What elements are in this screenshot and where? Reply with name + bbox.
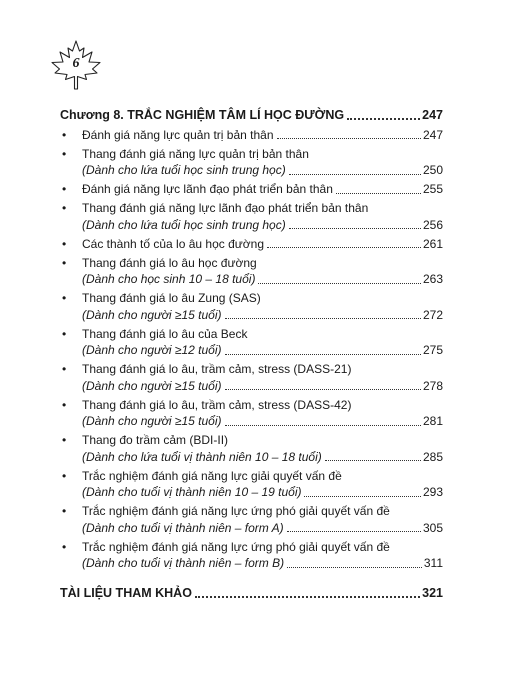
toc-entry-body [82, 200, 443, 233]
toc-entry[interactable] [60, 255, 443, 288]
bullet-icon: • [62, 182, 67, 196]
toc-entry-body [82, 290, 443, 323]
toc-entry-subtitle: (Dành cho lứa tuổi vị thành niên 10 – 18 tuổi) [82, 449, 322, 464]
toc-entry[interactable] [60, 146, 443, 179]
toc-entry-subtitle: (Dành cho lứa tuổi học sinh trung học) [82, 217, 286, 232]
bullet-icon: • [62, 504, 67, 518]
toc-entry-line [82, 217, 443, 234]
toc-entry-page: 256 [422, 217, 443, 232]
toc-entry-body [82, 503, 443, 536]
toc-entry-subtitle: (Dành cho người ≥15 tuổi) [82, 414, 222, 428]
toc-entry-title: Đánh giá năng lực lãnh đạo phát triển bản thân [82, 182, 333, 196]
bullet-icon: • [62, 201, 67, 215]
toc-entry-page: 272 [422, 307, 443, 322]
toc-entry-title: Trắc nghiệm đánh giá năng lực ứng phó giải quyết vấn đề [82, 539, 390, 554]
toc-entry-line [82, 127, 443, 144]
toc-entry-title: Đánh giá năng lực quản trị bản thân [82, 127, 274, 142]
bullet-icon: • [62, 291, 67, 305]
toc-entry-title: Trắc nghiệm đánh giá năng lực giải quyết vấn đề [82, 468, 342, 483]
toc-entry-body [82, 127, 443, 144]
bullet-icon: • [62, 362, 67, 376]
toc-entry-subtitle: (Dành cho người ≥15 tuổi) [82, 307, 222, 322]
toc-entry-line [82, 236, 443, 253]
bullet-icon: • [62, 236, 67, 251]
references-page: 321 [422, 586, 443, 600]
toc-entry-title: Các thành tố của lo âu học đường [82, 236, 265, 251]
toc-entry-title: Thang đánh giá năng lực lãnh đạo phát triển bản thân [82, 201, 369, 215]
dot-leader [267, 247, 421, 248]
toc-entry-body [82, 326, 443, 359]
table-of-contents [60, 104, 443, 572]
toc-items [60, 127, 443, 572]
references-heading[interactable] [60, 584, 443, 602]
toc-entry-subtitle: (Dành cho học sinh 10 – 18 tuổi) [82, 272, 256, 286]
dot-leader [347, 118, 420, 120]
dot-leader [289, 174, 421, 175]
chapter-title: Chương 8. TRẮC NGHIỆM TÂM LÍ HỌC ĐƯỜNG [60, 108, 345, 122]
toc-entry-title: Thang đánh giá năng lực quản trị bản thân [82, 146, 309, 161]
toc-entry-page: 285 [422, 449, 443, 464]
toc-entry-body [82, 236, 443, 253]
toc-entry-title: Thang đánh giá lo âu của Beck [82, 326, 248, 341]
toc-entry[interactable] [60, 468, 443, 501]
toc-entry-page: 293 [422, 485, 443, 499]
toc-entry-line [82, 449, 443, 466]
toc-entry-line [82, 271, 443, 288]
toc-entry-line [82, 181, 443, 198]
toc-entry-title: Thang đánh giá lo âu Zung (SAS) [82, 291, 261, 305]
toc-entry-title: Trắc nghiệm đánh giá năng lực ứng phó giải quyết vấn đề [82, 504, 390, 518]
dot-leader [225, 425, 421, 426]
toc-entry[interactable] [60, 236, 443, 253]
dot-leader [287, 531, 421, 532]
toc-entry-subtitle: (Dành cho tuổi vị thành niên – form B) [82, 556, 285, 570]
toc-entry[interactable] [60, 361, 443, 394]
bullet-icon: • [62, 255, 67, 270]
toc-entry[interactable] [60, 200, 443, 233]
dot-leader [258, 283, 421, 284]
toc-entry-line [82, 413, 443, 430]
toc-entry-title: Thang đánh giá lo âu, trầm cảm, stress (DASS-42) [82, 397, 352, 412]
toc-entry-body [82, 468, 443, 501]
toc-entry-subtitle: (Dành cho tuổi vị thành niên 10 – 19 tuổi) [82, 485, 302, 499]
bullet-icon: • [62, 326, 67, 341]
toc-entry-line [82, 555, 443, 572]
bullet-icon: • [62, 397, 67, 412]
bullet-icon: • [62, 127, 67, 142]
toc-entry-body [82, 361, 443, 394]
toc-entry-subtitle: (Dành cho người ≥15 tuổi) [82, 378, 222, 393]
dot-leader [225, 389, 421, 390]
toc-entry-title: Thang đo trầm cảm (BDI-II) [82, 433, 229, 447]
toc-entry-body [82, 397, 443, 430]
toc-entry-title: Thang đánh giá lo âu học đường [82, 255, 257, 270]
dot-leader [225, 318, 421, 319]
bullet-icon: • [62, 539, 67, 554]
toc-entry-page: 278 [422, 378, 443, 393]
toc-entry[interactable] [60, 432, 443, 465]
toc-entry-subtitle: (Dành cho tuổi vị thành niên – form A) [82, 520, 284, 535]
bullet-icon: • [62, 468, 67, 483]
toc-entry-line [82, 342, 443, 359]
toc-entry-page: 263 [422, 272, 443, 286]
dot-leader [277, 138, 421, 139]
toc-entry[interactable] [60, 127, 443, 144]
toc-entry-body [82, 146, 443, 179]
dot-leader [287, 567, 422, 568]
toc-entry-page: 281 [422, 414, 443, 428]
dot-leader [195, 596, 420, 598]
toc-entry-page: 275 [422, 343, 443, 357]
toc-entry-title: Thang đánh giá lo âu, trầm cảm, stress (DASS-21) [82, 362, 352, 376]
dot-leader [336, 193, 421, 194]
toc-entry-line [82, 520, 443, 537]
dot-leader [225, 354, 421, 355]
toc-entry-subtitle: (Dành cho người ≥12 tuổi) [82, 343, 222, 357]
toc-entry-page: 250 [422, 163, 443, 177]
page-number: 6 [72, 56, 80, 71]
toc-entry-body [82, 539, 443, 572]
bullet-icon: • [62, 146, 67, 161]
toc-entry[interactable] [60, 181, 443, 198]
toc-entry[interactable] [60, 290, 443, 323]
toc-entry-line [82, 484, 443, 501]
toc-entry-page: 305 [422, 520, 443, 535]
toc-entry[interactable] [60, 539, 443, 572]
toc-entry-page: 261 [422, 236, 443, 251]
chapter-page: 247 [422, 108, 443, 122]
toc-entry[interactable] [60, 397, 443, 430]
toc-entry-page: 247 [422, 127, 443, 142]
toc-entry-line [82, 162, 443, 179]
toc-entry-body [82, 255, 443, 288]
toc-entry-subtitle: (Dành cho lứa tuổi học sinh trung học) [82, 163, 286, 177]
toc-entry-page: 255 [422, 182, 443, 196]
dot-leader [304, 496, 420, 497]
bullet-icon: • [62, 433, 67, 447]
toc-entry-line [82, 307, 443, 324]
dot-leader [289, 228, 421, 229]
references-title: TÀI LIỆU THAM KHẢO [60, 586, 192, 600]
toc-entry-page: 311 [423, 556, 443, 570]
chapter-heading[interactable] [60, 104, 443, 124]
toc-entry-line [82, 378, 443, 395]
dot-leader [325, 460, 421, 461]
toc-entry[interactable] [60, 503, 443, 536]
toc-entry[interactable] [60, 326, 443, 359]
toc-entry-body [82, 181, 443, 198]
toc-entry-body [82, 432, 443, 465]
